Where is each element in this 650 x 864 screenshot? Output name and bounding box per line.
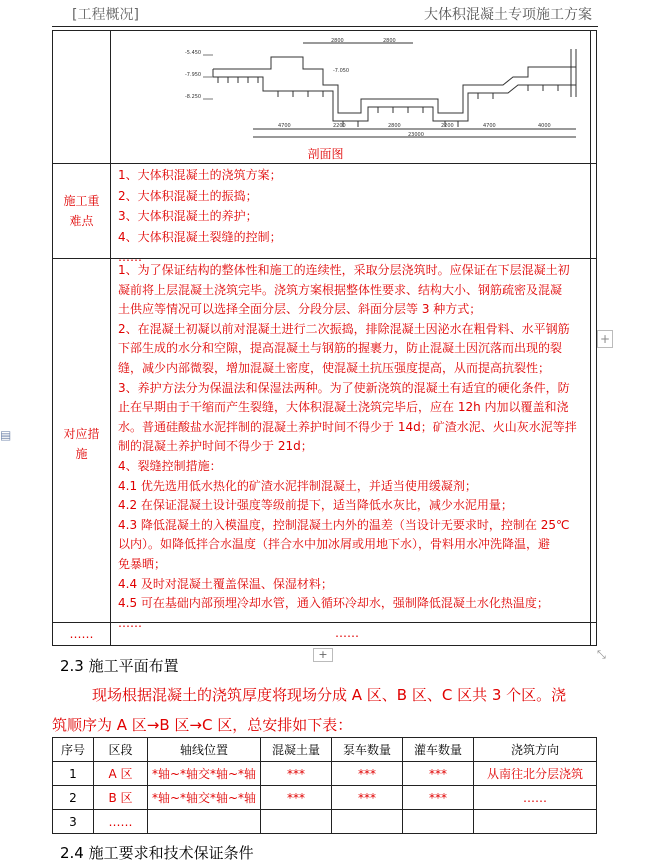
table-cell: *** [403, 786, 474, 810]
elev-label: -5.450 [185, 50, 202, 56]
measure-line: 4.5 可在基础内部预埋冷却水管，通入循环冷却水，强制降低混凝土水化热温度； [118, 596, 549, 611]
table-cell: 1 [53, 762, 94, 786]
table-row [53, 810, 597, 834]
dim-bottom: 2800 [388, 123, 401, 129]
column-divider [110, 31, 111, 645]
table-resize-handle-icon[interactable]: ⤡ [597, 648, 606, 661]
dim-bottom: 4700 [278, 123, 291, 129]
row-content-ellipsis: …… [335, 626, 359, 640]
section-2-3-para-line1: 现场根据混凝土的浇筑厚度将现场分成 A 区、B 区、C 区共 3 个区。浇 [92, 686, 567, 704]
measure-line: …… [118, 615, 142, 630]
dim-bottom: 2200 [333, 123, 346, 129]
section-2-3-title: 2.3 施工平面布置 [60, 657, 179, 675]
measure-line: 4.1 优先选用低水热化的矿渣水泥拌制混凝土，并适当使用缓凝剂； [118, 478, 477, 493]
measure-line: 4.3 降低混凝土的入模温度，控制混凝土内外的温差（当设计无要求时，控制在 25℃ [118, 517, 570, 532]
dim-top: 2800 [331, 38, 344, 44]
th-zone: 区段 [94, 738, 148, 762]
right-divider [590, 31, 591, 645]
table-cell [261, 810, 332, 834]
measure-line: 4.4 及时对混凝土覆盖保温、保湿材料； [118, 576, 333, 591]
table-cell: *** [261, 786, 332, 810]
table-cell: 3 [53, 810, 94, 834]
table-cell: *** [261, 762, 332, 786]
elev-label: -8.250 [185, 94, 202, 100]
section-2-4-title: 2.4 施工要求和技术保证条件 [60, 844, 254, 862]
add-row-button[interactable]: + [313, 648, 333, 662]
figure-caption: 剖面图 [307, 147, 344, 161]
measures-list [118, 261, 586, 633]
th-concrete: 混凝土量 [261, 738, 332, 762]
difficulty-item: …… [118, 250, 142, 264]
measure-line: 4.2 在保证混凝土设计强度等级前提下，适当降低水灰比，减少水泥用量； [118, 498, 513, 513]
add-column-button[interactable]: + [597, 330, 613, 348]
table-cell [332, 810, 403, 834]
row-label-ellipsis: …… [69, 627, 94, 641]
th-index: 序号 [53, 738, 94, 762]
dim-top: 2800 [383, 38, 396, 44]
measure-line: 土供应等情况可以选择全面分层、分段分层、斜面分层等 3 种方式； [118, 302, 482, 317]
table-row [53, 786, 597, 810]
section-drawing [183, 37, 583, 141]
measure-line: 止在早期由于干缩而产生裂缝，大体积混凝土浇筑完毕后，应在 12h 内加以覆盖和浇 [118, 400, 569, 415]
document-margin-icon: ▤ [0, 428, 12, 442]
measure-line: 以内）。如降低拌合水温度（拌合水中加冰屑或用地下水），骨料用水冲洗降温，避 [118, 537, 551, 552]
section-2-3-para-line2: 筑顺序为 A 区→B 区→C 区，总安排如下表： [52, 716, 353, 734]
table-cell: …… [94, 810, 148, 834]
construction-table [52, 30, 597, 646]
row-divider [53, 163, 596, 164]
dim-bottom: 4700 [483, 123, 496, 129]
difficulties-list [118, 165, 586, 268]
difficulty-item: 4、大体积混凝土裂缝的控制； [118, 229, 282, 244]
measure-line: 免暴晒； [118, 556, 167, 571]
measure-line: 凝前将上层混凝土浇筑完毕。浇筑方案根据整体性要求、结构大小、钢筋疏密及混凝 [118, 282, 563, 297]
th-direction: 浇筑方向 [474, 738, 597, 762]
th-axis: 轴线位置 [148, 738, 261, 762]
measure-line: 水。普通硅酸盐水泥拌制的混凝土养护时间不得少于 14d；矿渣水泥、火山灰水泥等拌 [118, 419, 577, 434]
table-cell: …… [474, 786, 597, 810]
dim-total: 23000 [408, 132, 424, 138]
row-label-difficulties: 施工重 难点 [63, 194, 100, 228]
level-mark: -7.050 [333, 68, 350, 74]
row-label-measures: 对应措 施 [63, 427, 100, 461]
table-cell: *轴~*轴交*轴~*轴 [148, 762, 261, 786]
table-cell: *** [332, 762, 403, 786]
table-cell: 从南往北分层浇筑 [474, 762, 597, 786]
measure-line: 制的混凝土养护时间不得少于 21d； [118, 439, 313, 454]
zone-table [52, 737, 597, 834]
elev-label: -7.950 [185, 72, 202, 78]
table-cell: A 区 [94, 762, 148, 786]
measure-line: 2、在混凝土初凝以前对混凝土进行二次振捣，排除混凝土因泌水在粗骨料、水平钢筋 [118, 321, 570, 336]
header-right: 大体积混凝土专项施工方案 [424, 7, 592, 23]
table-header-row [53, 738, 597, 762]
row-divider [53, 622, 596, 623]
table-cell [403, 810, 474, 834]
table-cell: *** [403, 762, 474, 786]
header-left: [工程概况] [72, 7, 139, 23]
table-cell: *** [332, 786, 403, 810]
table-cell [474, 810, 597, 834]
table-cell: B 区 [94, 786, 148, 810]
table-cell: *轴~*轴交*轴~*轴 [148, 786, 261, 810]
measure-line: 1、为了保证结构的整体性和施工的连续性，采取分层浇筑时。应保证在下层混凝土初 [118, 263, 570, 277]
th-truck: 灌车数量 [403, 738, 474, 762]
difficulty-item: 3、大体积混凝土的养护； [118, 209, 258, 223]
dim-bottom: 2200 [441, 123, 454, 129]
measure-line: 下部生成的水分和空隙，提高混凝土与钢筋的握裹力，防止混凝土因沉落而出现的裂 [118, 341, 563, 356]
difficulty-item: 1、大体积混凝土的浇筑方案； [118, 168, 282, 182]
th-pump: 泵车数量 [332, 738, 403, 762]
table-cell: 2 [53, 786, 94, 810]
table-row [53, 762, 597, 786]
difficulty-item: 2、大体积混凝土的振捣； [118, 188, 258, 203]
table-cell [148, 810, 261, 834]
measure-line: 4、裂缝控制措施： [118, 458, 222, 473]
header-rule [52, 26, 598, 27]
dim-bottom: 4000 [538, 123, 551, 129]
row-divider [53, 258, 596, 259]
measure-line: 缝，减少内部微裂，增加混凝土密度，使混凝土抗压强度提高，从而提高抗裂性； [118, 360, 551, 375]
measure-line: 3、养护方法分为保温法和保湿法两种。为了使新浇筑的混凝土有适宜的硬化条件，防 [118, 380, 570, 395]
